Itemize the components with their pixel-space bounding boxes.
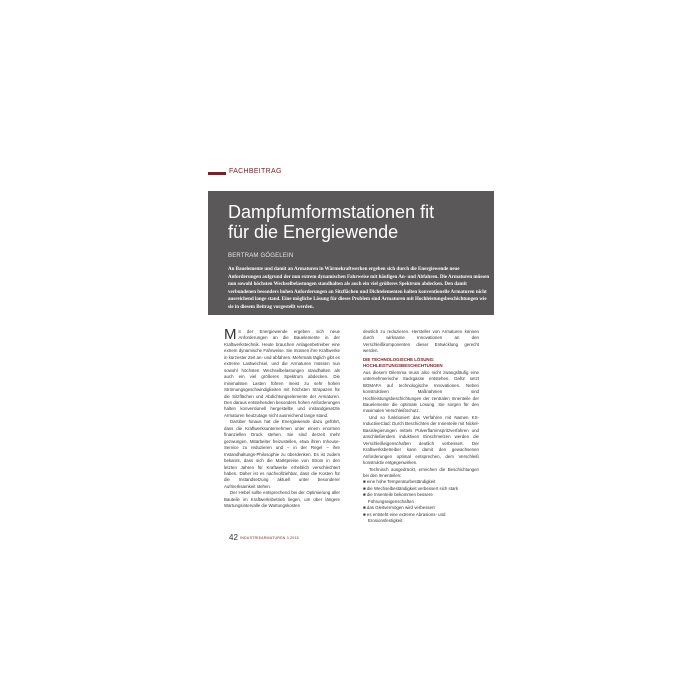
paragraph: deutlich zu reduzieren. Hersteller von Armaturen können durch wirksame Innovationen an den Verschleißkomponenten dieser Entwicklung gerecht werden.: [363, 329, 479, 354]
rubric-label: FACHBEITRAG: [229, 168, 282, 175]
paragraph: [224, 326, 340, 419]
paragraph: Der Hebel sollte entsprechend bei der Optimierung aller Bauteile im Kraftwerksbetrieb liegen, um über längere Wartungsintervalle die Wartungskosten: [224, 490, 340, 509]
bullet-item: ■ das Gleitvermögen wird verbessert: [363, 505, 435, 511]
drop-cap: M: [224, 326, 237, 343]
paragraph: Technisch ausgedrückt, erreichen die Beschichtungen bei den Innenteilen:: [363, 466, 479, 478]
text-column-right: [363, 329, 479, 525]
author-byline: BERTRAM GÖGELEIN: [228, 253, 294, 259]
subheading-line-2: HOCHLEISTUNGSBESCHICHTUNGEN: [363, 363, 443, 369]
paragraph-text: it der Energiewende ergeben sich neue Anforderungen an die Bauelemente in der Kraftwerkstechnik. Heute brauchen Anlagenbetreiber eine extrem dynamische Fahrweise. Sie müssen ihre Kraftwerke in kürzester Zeit an- und abfahren. Mehrmals täglich gibt es extreme Lastwechsel, und die Armaturen müssen nun sowohl höchsten Wechselbelastungen standhalten als auch ein viel größeres Spektrum abdecken. Die minimalsten Lasten führen meist zu sehr hohen Strömungsgeschwindigkeiten mit höchsten Strapazen für die Sitzflächen und Abdichtungselemente der Armaturen. Den daraus entstehenden besonders hohen Anforderungen halten konventionell hergestellte und instandgesetzte Armaturen heutzutage nicht ausreichend lange stand.: [224, 329, 340, 418]
title-line-2: für die Energiewende: [228, 222, 399, 242]
paragraph: Und so funktioniert das Verfahren mit Namen KS-InductiveClad: Durch Beschichten der Innenteile mit Nickel-Basislegierungen mittels Pulverflammspritzverfahren und anschließendem induktiven Einschmelzen werden die Verschleißeigenschaften deutlich verbessert. Der Kraftwerksbetreiber kann damit den gewachsenen Anforderungen optimal entsprechen, dem Verschleiß konstruktiv entgegenwirken.: [363, 414, 479, 466]
bullet-item-continuation: Führungseigenschaften: [368, 498, 414, 504]
subheading-line-1: DIE TECHNOLOGISCHE LÖSUNG:: [363, 356, 435, 362]
rubric-accent-bar: [208, 172, 226, 175]
article-title: [228, 202, 488, 242]
page-number: 42: [229, 533, 238, 542]
magazine-name: INDUSTRIEARMATUREN 3.2015: [240, 536, 299, 540]
paragraph: Darüber hinaus hat die Energiewende dazu geführt, dass die Kraftwerksunternehmen unter einem enormen finanziellen Druck stehen. Sie sind derzeit mehr gezwungen, Mitarbeiter freizustellen, etwa ihren Inhouse-Service zu reduzieren und – in der Regel – ihre Instandhaltungs-Philosophie zu überdenken. Es ist zudem bekannt, dass sich die Marktpreise von Strom in den letzten Jahren für Kraftwerke erheblich verschlechtert haben. Daher ist es nachvollziehbar, dass die Kosten für die Instandsetzung aktuell unter besonderer Aufmerksamkeit stehen.: [224, 419, 340, 489]
paragraph: Aus diesem Dilemma muss also nicht zwangsläufig eine unternehmerische Sackgasse entstehen. Dafür setzt BOMAFA auf technologische Innovationen. Neben konstruktiven Maßnahmen sind Hochleistungsbeschichtungen der zentralen Innenteile der Bauelemente die optimale Lösung. Sie sorgen für den maximalen Verschleißschutz.: [363, 369, 479, 414]
bullet-item: ■ es entsteht eine extreme Abrasions- und: [363, 511, 446, 517]
bullet-item: ■ die Innenteile bekommen bessere: [363, 492, 433, 498]
article-lede: An Bauelemente und damit an Armaturen in Wärmekraftwerken ergeben sich durch die Energiewende neue Anforderungen aufgrund der nun extrem dynamischen Fahrweise mit häufigen An- und Abfahren. Die Armaturen müssen nun sowohl höchsten Wechselbelastungen standhalten als auch ein viel größeres Spektrum abdecken. Den damit verbundenen besonders hohen Anforderungen an Sitzflächen und Dichtelementen halten konventionelle Armaturen nicht ausreichend lange stand. Eine mögliche Lösung für dieses Problem sind Armaturen mit Hochleistungsbeschichtungen wie sie in diesem Beitrag vorgestellt werden.: [228, 267, 490, 310]
bullet-item: ■ eine hohe Temperaturbeständigkeit: [363, 479, 436, 485]
bullet-item-continuation: Erosionsfestigkeit: [368, 518, 403, 524]
bullet-item: ■ die Wechselbeständigkeit verbessert sich stark: [363, 485, 459, 491]
text-column-left: [224, 326, 340, 510]
section-subheading: [363, 357, 479, 370]
title-line-1: Dampfumformstationen fit: [228, 202, 435, 222]
